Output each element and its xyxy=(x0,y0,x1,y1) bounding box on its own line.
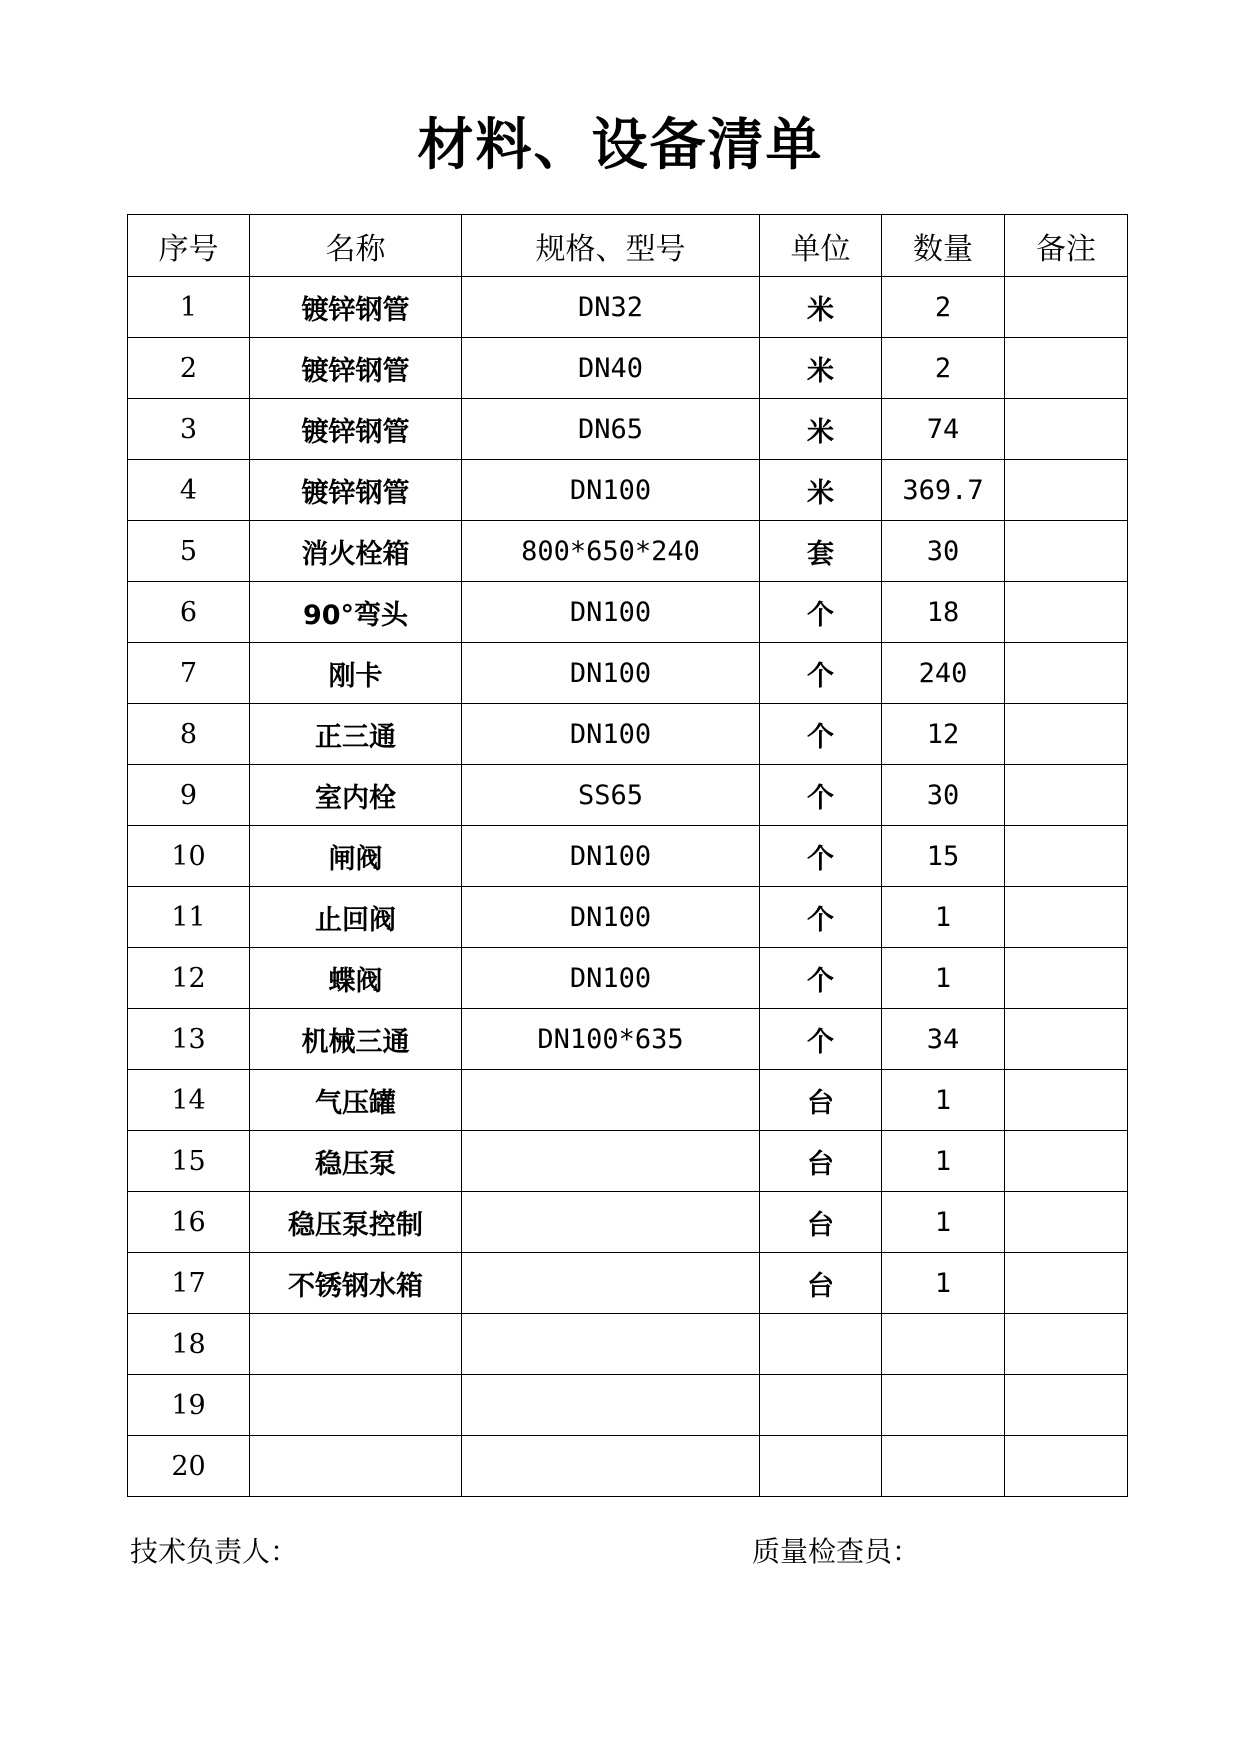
cell-note xyxy=(1005,277,1128,338)
header-unit: 单位 xyxy=(760,215,882,277)
cell-note xyxy=(1005,704,1128,765)
cell-name: 机械三通 xyxy=(250,1009,462,1070)
cell-spec xyxy=(462,1314,760,1375)
table-row xyxy=(128,1131,1128,1192)
cell-name: 消火栓箱 xyxy=(250,521,462,582)
cell-spec xyxy=(462,1375,760,1436)
cell-spec: DN100 xyxy=(462,582,760,643)
cell-name: 闸阀 xyxy=(250,826,462,887)
table-row xyxy=(128,1253,1128,1314)
cell-unit: 个 xyxy=(760,582,882,643)
cell-no: 11 xyxy=(128,887,250,948)
cell-note xyxy=(1005,765,1128,826)
cell-no: 1 xyxy=(128,277,250,338)
table-row xyxy=(128,338,1128,399)
cell-note xyxy=(1005,399,1128,460)
cell-no: 18 xyxy=(128,1314,250,1375)
cell-name xyxy=(250,1436,462,1497)
cell-qty: 1 xyxy=(882,948,1005,1009)
cell-no: 14 xyxy=(128,1070,250,1131)
cell-name: 镀锌钢管 xyxy=(250,338,462,399)
table-row xyxy=(128,704,1128,765)
cell-unit: 套 xyxy=(760,521,882,582)
table-row xyxy=(128,948,1128,1009)
cell-qty: 240 xyxy=(882,643,1005,704)
cell-note xyxy=(1005,460,1128,521)
cell-no: 8 xyxy=(128,704,250,765)
cell-unit: 个 xyxy=(760,887,882,948)
table-row xyxy=(128,521,1128,582)
table-body xyxy=(128,277,1128,1497)
cell-note xyxy=(1005,521,1128,582)
technical-lead-label: 技术负责人： xyxy=(130,1535,299,1568)
header-spec: 规格、型号 xyxy=(462,215,760,277)
table-row xyxy=(128,765,1128,826)
cell-no: 12 xyxy=(128,948,250,1009)
cell-spec xyxy=(462,1131,760,1192)
cell-name: 镀锌钢管 xyxy=(250,277,462,338)
cell-name: 刚卡 xyxy=(250,643,462,704)
cell-unit: 个 xyxy=(760,948,882,1009)
table-header-row xyxy=(128,215,1128,277)
cell-name: 气压罐 xyxy=(250,1070,462,1131)
cell-note xyxy=(1005,1253,1128,1314)
header-qty: 数量 xyxy=(882,215,1005,277)
cell-qty: 1 xyxy=(882,1192,1005,1253)
cell-no: 6 xyxy=(128,582,250,643)
cell-spec: DN100 xyxy=(462,826,760,887)
cell-unit: 个 xyxy=(760,826,882,887)
cell-no: 19 xyxy=(128,1375,250,1436)
cell-unit: 台 xyxy=(760,1253,882,1314)
cell-spec xyxy=(462,1436,760,1497)
cell-qty xyxy=(882,1314,1005,1375)
cell-name: 稳压泵控制 xyxy=(250,1192,462,1253)
cell-unit: 米 xyxy=(760,399,882,460)
table-row xyxy=(128,1070,1128,1131)
cell-qty: 18 xyxy=(882,582,1005,643)
cell-spec: DN100 xyxy=(462,887,760,948)
cell-spec xyxy=(462,1070,760,1131)
cell-note xyxy=(1005,1009,1128,1070)
cell-qty: 2 xyxy=(882,338,1005,399)
cell-unit: 个 xyxy=(760,765,882,826)
cell-qty xyxy=(882,1375,1005,1436)
cell-note xyxy=(1005,948,1128,1009)
cell-qty: 2 xyxy=(882,277,1005,338)
cell-spec: DN100 xyxy=(462,704,760,765)
table-row xyxy=(128,826,1128,887)
cell-unit: 台 xyxy=(760,1070,882,1131)
quality-inspector-label: 质量检查员： xyxy=(752,1535,921,1568)
cell-spec xyxy=(462,1253,760,1314)
cell-note xyxy=(1005,887,1128,948)
cell-no: 3 xyxy=(128,399,250,460)
cell-unit: 个 xyxy=(760,704,882,765)
cell-note xyxy=(1005,1070,1128,1131)
cell-name xyxy=(250,1375,462,1436)
table-row xyxy=(128,460,1128,521)
cell-name: 镀锌钢管 xyxy=(250,460,462,521)
cell-note xyxy=(1005,1192,1128,1253)
table-row xyxy=(128,277,1128,338)
cell-spec: DN100 xyxy=(462,460,760,521)
cell-unit: 个 xyxy=(760,1009,882,1070)
cell-name: 蝶阀 xyxy=(250,948,462,1009)
cell-qty xyxy=(882,1436,1005,1497)
page-title: 材料、设备清单 xyxy=(417,113,824,178)
cell-qty: 1 xyxy=(882,1131,1005,1192)
cell-note xyxy=(1005,1436,1128,1497)
cell-qty: 15 xyxy=(882,826,1005,887)
cell-note xyxy=(1005,826,1128,887)
cell-qty: 369.7 xyxy=(882,460,1005,521)
cell-qty: 30 xyxy=(882,765,1005,826)
cell-unit xyxy=(760,1314,882,1375)
cell-no: 15 xyxy=(128,1131,250,1192)
header-no: 序号 xyxy=(128,215,250,277)
cell-qty: 30 xyxy=(882,521,1005,582)
cell-no: 16 xyxy=(128,1192,250,1253)
cell-note xyxy=(1005,1314,1128,1375)
cell-qty: 1 xyxy=(882,1253,1005,1314)
cell-name: 90°弯头 xyxy=(250,582,462,643)
cell-qty: 34 xyxy=(882,1009,1005,1070)
cell-spec xyxy=(462,1192,760,1253)
table-row xyxy=(128,1436,1128,1497)
table-row xyxy=(128,1375,1128,1436)
cell-no: 4 xyxy=(128,460,250,521)
cell-note xyxy=(1005,582,1128,643)
cell-spec: DN32 xyxy=(462,277,760,338)
cell-note xyxy=(1005,1131,1128,1192)
cell-spec: DN65 xyxy=(462,399,760,460)
cell-note xyxy=(1005,643,1128,704)
header-note: 备注 xyxy=(1005,215,1128,277)
table-row xyxy=(128,399,1128,460)
cell-unit: 米 xyxy=(760,277,882,338)
table-row xyxy=(128,643,1128,704)
table-row xyxy=(128,1314,1128,1375)
cell-no: 17 xyxy=(128,1253,250,1314)
cell-unit: 米 xyxy=(760,338,882,399)
cell-unit xyxy=(760,1436,882,1497)
table-row xyxy=(128,1192,1128,1253)
cell-note xyxy=(1005,1375,1128,1436)
cell-unit: 台 xyxy=(760,1192,882,1253)
cell-spec: SS65 xyxy=(462,765,760,826)
cell-unit xyxy=(760,1375,882,1436)
cell-no: 10 xyxy=(128,826,250,887)
cell-spec: DN100 xyxy=(462,948,760,1009)
cell-name: 稳压泵 xyxy=(250,1131,462,1192)
cell-qty: 1 xyxy=(882,887,1005,948)
cell-qty: 1 xyxy=(882,1070,1005,1131)
cell-no: 13 xyxy=(128,1009,250,1070)
materials-table xyxy=(127,214,1128,1497)
cell-note xyxy=(1005,338,1128,399)
table-row xyxy=(128,1009,1128,1070)
cell-unit: 个 xyxy=(760,643,882,704)
cell-no: 2 xyxy=(128,338,250,399)
cell-no: 20 xyxy=(128,1436,250,1497)
cell-qty: 12 xyxy=(882,704,1005,765)
cell-spec: DN100*635 xyxy=(462,1009,760,1070)
cell-no: 9 xyxy=(128,765,250,826)
cell-name: 不锈钢水箱 xyxy=(250,1253,462,1314)
cell-name: 室内栓 xyxy=(250,765,462,826)
cell-qty: 74 xyxy=(882,399,1005,460)
cell-name: 正三通 xyxy=(250,704,462,765)
table-row xyxy=(128,887,1128,948)
cell-no: 7 xyxy=(128,643,250,704)
cell-unit: 米 xyxy=(760,460,882,521)
cell-no: 5 xyxy=(128,521,250,582)
cell-unit: 台 xyxy=(760,1131,882,1192)
cell-name xyxy=(250,1314,462,1375)
cell-spec: DN100 xyxy=(462,643,760,704)
cell-name: 止回阀 xyxy=(250,887,462,948)
cell-name: 镀锌钢管 xyxy=(250,399,462,460)
cell-spec: DN40 xyxy=(462,338,760,399)
header-name: 名称 xyxy=(250,215,462,277)
cell-spec: 800*650*240 xyxy=(462,521,760,582)
table-row xyxy=(128,582,1128,643)
